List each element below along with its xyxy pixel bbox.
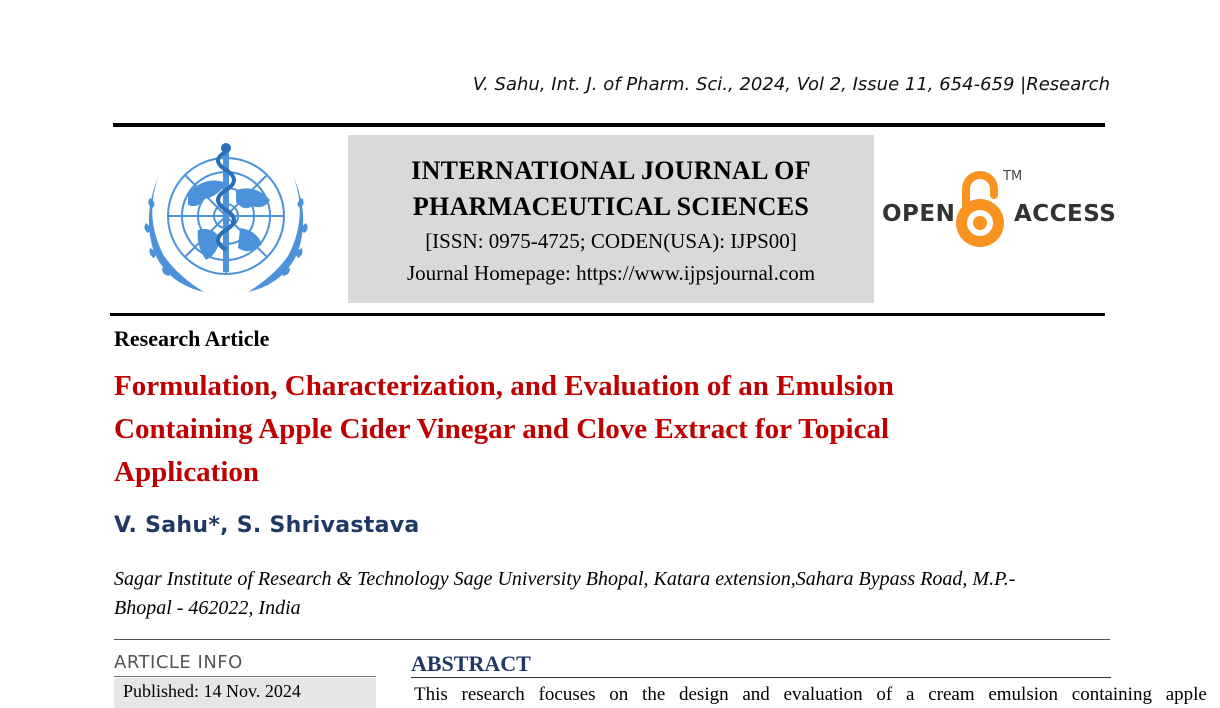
running-head: V. Sahu, Int. J. of Pharm. Sci., 2024, Vol 2, Issue 11, 654-659 |Research — [472, 74, 1110, 95]
journal-title-line2: PHARMACEUTICAL SCIENCES — [412, 192, 810, 221]
section-divider — [114, 639, 1110, 640]
abstract-rule — [411, 677, 1111, 678]
trademark-mark: TM — [1003, 169, 1023, 184]
article-title-line: Containing Apple Cider Vinegar and Clove Extract for Topical — [114, 413, 890, 445]
who-emblem-logo — [128, 138, 324, 306]
article-info-rule — [114, 676, 376, 677]
header-top-rule — [113, 123, 1105, 127]
authors: V. Sahu*, S. Shrivastava — [114, 513, 420, 538]
article-title-line: Application — [114, 456, 260, 488]
open-lock-icon — [954, 165, 1010, 255]
affiliation-line: Sagar Institute of Research & Technology Sage University Bhopal, Katara extension,Sahara Bypass Road, M.P.- — [114, 568, 1016, 590]
header-bottom-rule — [110, 313, 1105, 316]
article-title-line: Formulation, Characterization, and Evaluation of an Emulsion — [114, 370, 894, 402]
affiliation-line: Bhopal - 462022, India — [114, 597, 301, 619]
affiliation — [114, 565, 1114, 623]
open-access-word-access: ACCESS — [1014, 201, 1117, 227]
open-access-logo — [880, 165, 1117, 255]
article-title — [114, 365, 1014, 494]
article-info-box — [114, 678, 376, 708]
article-info-label: ARTICLE INFO — [114, 652, 243, 673]
abstract-heading: ABSTRACT — [411, 651, 531, 676]
journal-title-line1: INTERNATIONAL JOURNAL OF — [411, 156, 811, 185]
published-date: Published: 14 Nov. 2024 — [123, 681, 301, 701]
journal-homepage: Journal Homepage: https://www.ijpsjournal.com — [406, 261, 816, 285]
abstract-text: This research focuses on the design and evaluation of a cream emulsion containing apple — [414, 684, 1207, 705]
article-type: Research Article — [114, 326, 270, 351]
journal-banner — [348, 135, 874, 303]
journal-issn: [ISSN: 0975-4725; CODEN(USA): IJPS00] — [425, 229, 797, 253]
open-access-word-open: OPEN — [882, 201, 956, 227]
